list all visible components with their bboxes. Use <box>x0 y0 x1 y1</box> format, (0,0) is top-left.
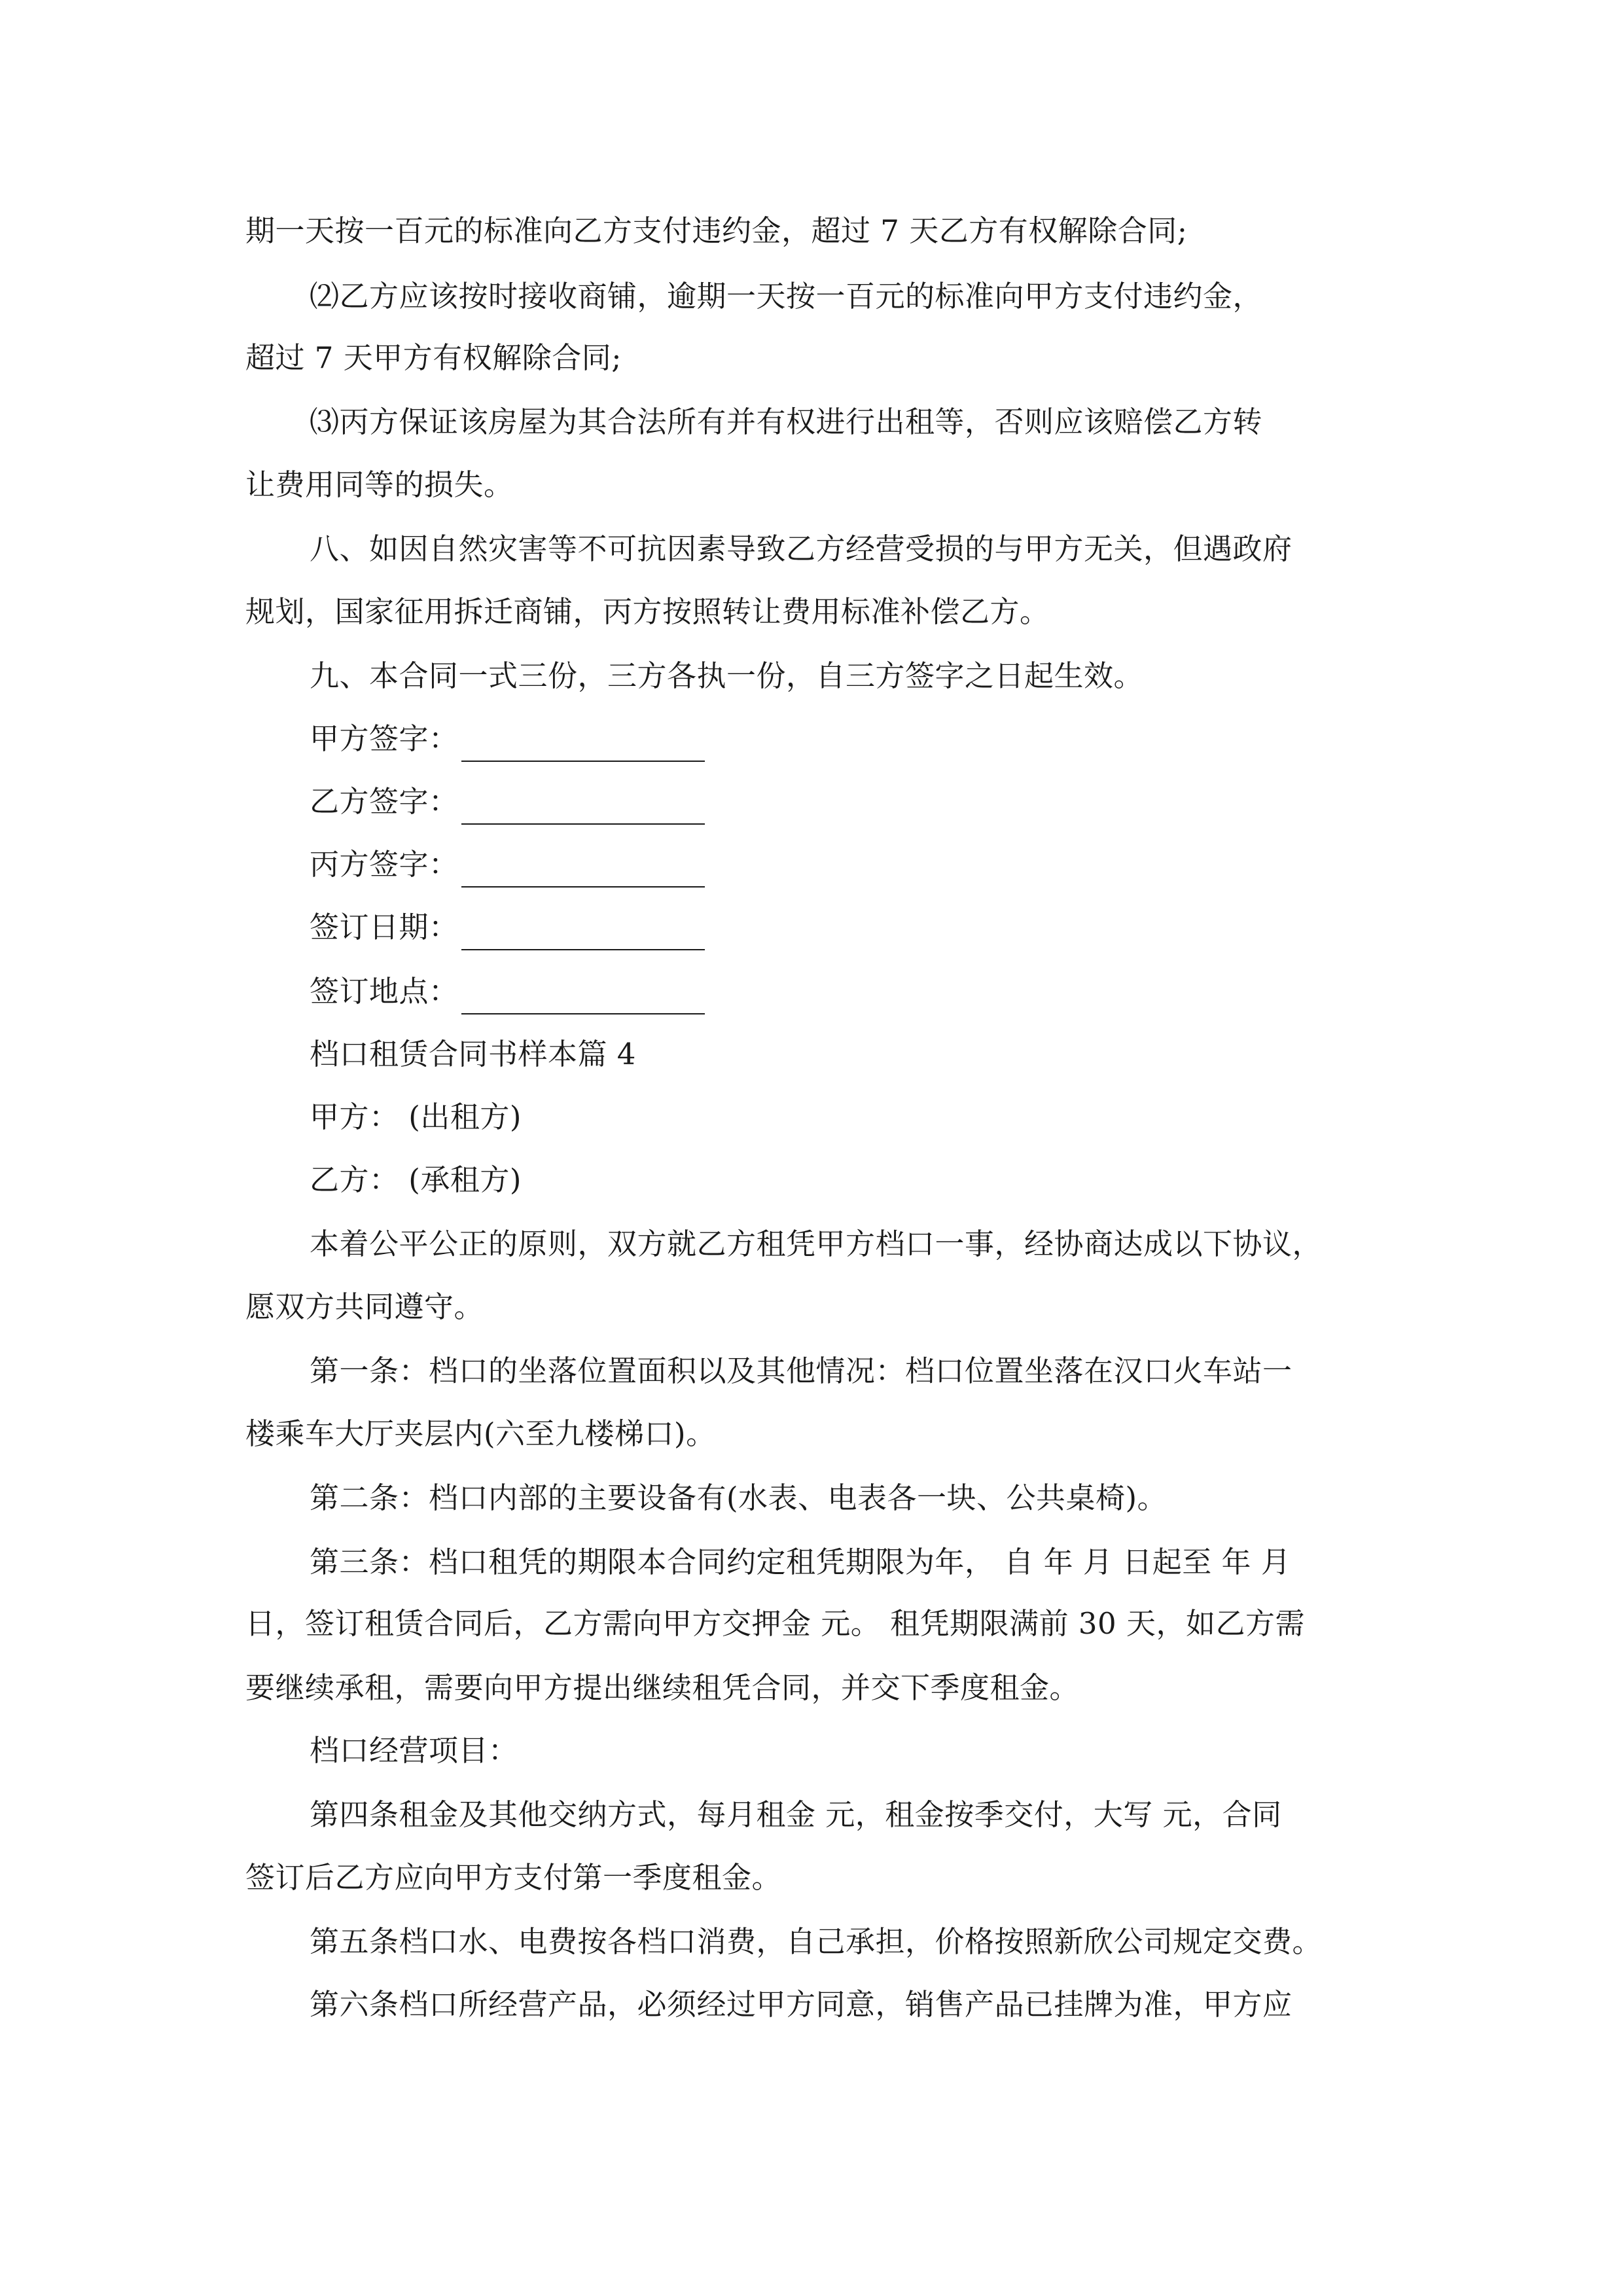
article1-line1: 第一条：档口的坐落位置面积以及其他情况：档口位置坐落在汉口火车站一 <box>310 1354 1293 1388</box>
clause7-item2-line2: 超过 7 天甲方有权解除合同; <box>245 340 622 375</box>
signature-party-c-blank[interactable] <box>461 853 705 888</box>
signature-party-c-label: 丙方签字： <box>310 847 459 882</box>
signature-party-a <box>310 716 705 762</box>
article1-line2: 楼乘车大厅夹层内(六至九楼梯口)。 <box>245 1416 716 1451</box>
signature-party-a-blank[interactable] <box>461 728 705 762</box>
article3-line2: 日，签订租赁合同后，乙方需向甲方交押金 元。 租凭期限满前 30 天，如乙方需 <box>245 1606 1305 1641</box>
clause7-item3-line1: ⑶丙方保证该房屋为其合法所有并有权进行出租等，否则应该赔偿乙方转 <box>310 404 1263 439</box>
signature-party-a-label: 甲方签字： <box>310 721 459 756</box>
business-items: 档口经营项目： <box>310 1733 518 1768</box>
article4-line1: 第四条租金及其他交纳方式，每月租金 元，租金按季交付，大写 元，合同 <box>310 1797 1282 1832</box>
clause7-item2-line1: ⑵乙方应该按时接收商铺，逾期一天按一百元的标准向甲方支付违约金， <box>310 279 1263 314</box>
section4-party-b: 乙方： (承租方) <box>310 1162 522 1197</box>
signature-party-c <box>310 842 705 888</box>
signature-date-label: 签订日期： <box>310 910 459 944</box>
signature-place-blank[interactable] <box>461 980 705 1014</box>
article4-line2: 签订后乙方应向甲方支付第一季度租金。 <box>245 1860 782 1895</box>
clause9-line1: 九、本合同一式三份，三方各执一份，自三方签字之日起生效。 <box>310 658 1144 693</box>
signature-party-b-label: 乙方签字： <box>310 784 459 819</box>
article3-line3: 要继续承租，需要向甲方提出继续租凭合同，并交下季度租金。 <box>245 1670 1080 1705</box>
signature-date <box>310 905 705 950</box>
signature-place-label: 签订地点： <box>310 974 459 1009</box>
article3-line1: 第三条：档口租凭的期限本合同约定租凭期限为年， 自 年 月 日起至 年 月 <box>310 1545 1291 1579</box>
article6-line1: 第六条档口所经营产品，必须经过甲方同意，销售产品已挂牌为准，甲方应 <box>310 1987 1293 2022</box>
section4-intro-line1: 本着公平公正的原则，双方就乙方租凭甲方档口一事，经协商达成以下协议， <box>310 1227 1323 1261</box>
signature-party-b-blank[interactable] <box>461 791 705 825</box>
signature-party-b <box>310 779 705 825</box>
signature-date-blank[interactable] <box>461 916 705 950</box>
section4-title: 档口租赁合同书样本篇 4 <box>310 1037 636 1071</box>
section4-intro-line2: 愿双方共同遵守。 <box>245 1289 484 1324</box>
clause8-line1: 八、如因自然灾害等不可抗因素导致乙方经营受损的与甲方无关，但遇政府 <box>310 531 1293 566</box>
signature-place <box>310 969 705 1014</box>
section4-party-a: 甲方： (出租方) <box>310 1100 522 1134</box>
clause7-item3-line2: 让费用同等的损失。 <box>245 467 514 502</box>
article2-line1: 第二条：档口内部的主要设备有(水表、电表各一块、公共桌椅)。 <box>310 1480 1168 1515</box>
clause7-continuation: 期一天按一百元的标准向乙方支付违约金，超过 7 天乙方有权解除合同; <box>245 213 1188 248</box>
article5-line1: 第五条档口水、电费按各档口消费，自己承担，价格按照新欣公司规定交费。 <box>310 1924 1323 1959</box>
clause8-line2: 规划，国家征用拆迁商铺，丙方按照转让费用标准补偿乙方。 <box>245 594 1050 629</box>
